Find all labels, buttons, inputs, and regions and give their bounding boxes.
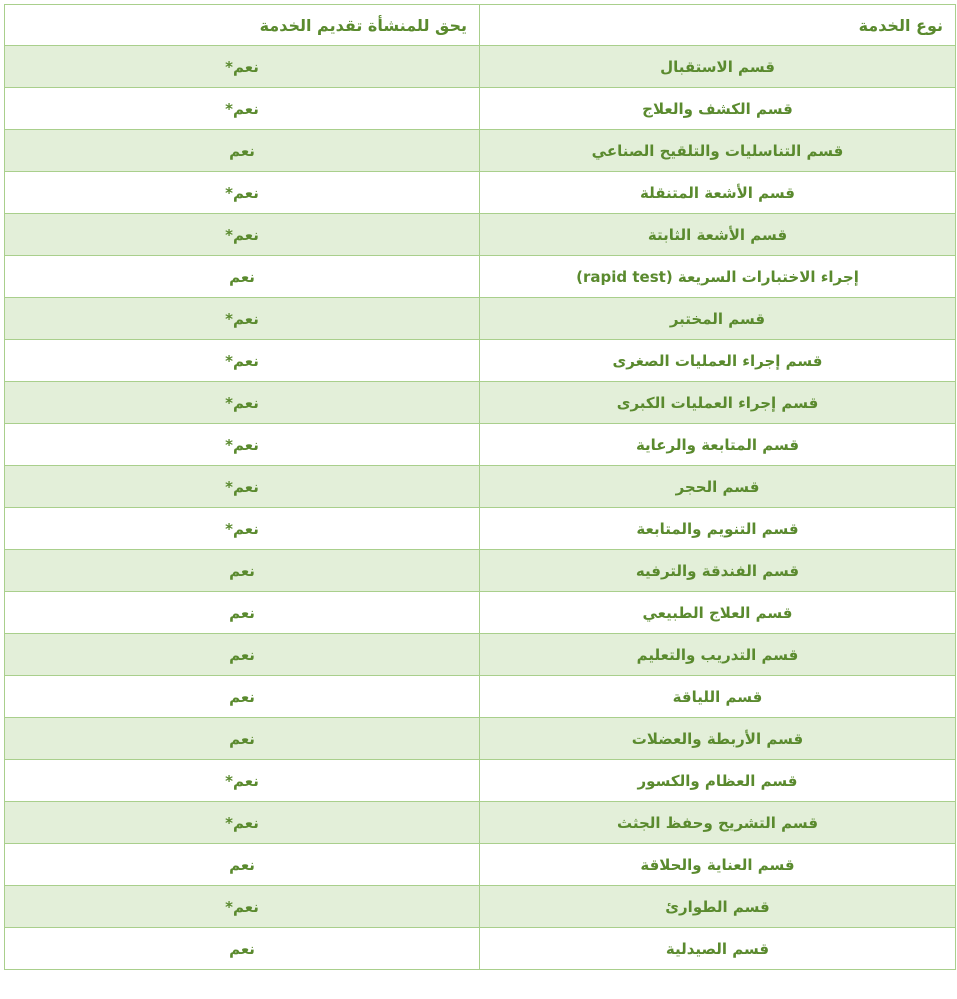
service-name-cell: قسم إجراء العمليات الكبرى: [480, 382, 956, 424]
entitlement-value-cell: [5, 886, 480, 928]
service-name-cell: قسم العلاج الطبيعي: [480, 592, 956, 634]
table-row: [5, 592, 956, 634]
entitlement-value-cell: [5, 424, 480, 466]
service-name-cell: قسم الطوارئ: [480, 886, 956, 928]
service-name-cell: قسم اللياقة: [480, 676, 956, 718]
table-row: [5, 802, 956, 844]
service-name-cell: قسم المتابعة والرعاية: [480, 424, 956, 466]
entitlement-value: نعم*: [225, 225, 259, 244]
entitlement-value-cell: [5, 802, 480, 844]
service-name-cell: قسم الأشعة المتنقلة: [480, 172, 956, 214]
entitlement-value-cell: [5, 88, 480, 130]
service-name-cell: قسم الأربطة والعضلات: [480, 718, 956, 760]
header-service-type: نوع الخدمة: [480, 5, 956, 46]
entitlement-value-cell: [5, 172, 480, 214]
service-name-cell: قسم العظام والكسور: [480, 760, 956, 802]
entitlement-value: نعم*: [225, 351, 259, 370]
service-name-cell: قسم المختبر: [480, 298, 956, 340]
entitlement-value-cell: [5, 382, 480, 424]
entitlement-value-cell: [5, 928, 480, 970]
entitlement-value: نعم: [229, 687, 255, 706]
table-row: [5, 46, 956, 88]
table-row: [5, 886, 956, 928]
entitlement-value-cell: [5, 130, 480, 172]
table-row: [5, 928, 956, 970]
entitlement-value-cell: [5, 844, 480, 886]
service-name-cell: قسم العناية والحلاقة: [480, 844, 956, 886]
entitlement-value: نعم: [229, 855, 255, 874]
entitlement-value: نعم*: [225, 183, 259, 202]
table-body: [5, 46, 956, 970]
entitlement-value: نعم*: [225, 435, 259, 454]
entitlement-value-cell: [5, 592, 480, 634]
table-row: [5, 424, 956, 466]
entitlement-value-cell: [5, 340, 480, 382]
entitlement-value: نعم: [229, 603, 255, 622]
table-row: [5, 382, 956, 424]
table-row: [5, 550, 956, 592]
entitlement-value: نعم: [229, 561, 255, 580]
table-row: [5, 634, 956, 676]
service-name-cell: قسم التشريح وحفظ الجثث: [480, 802, 956, 844]
entitlement-value: نعم*: [225, 897, 259, 916]
table-row: [5, 844, 956, 886]
services-table: [4, 4, 956, 970]
entitlement-value: نعم: [229, 729, 255, 748]
service-name-cell: قسم الأشعة الثابتة: [480, 214, 956, 256]
entitlement-value: نعم: [229, 267, 255, 286]
table-header-row: [5, 5, 956, 46]
service-name-cell: قسم التنويم والمتابعة: [480, 508, 956, 550]
table-row: [5, 340, 956, 382]
entitlement-value-cell: [5, 256, 480, 298]
table-row: [5, 256, 956, 298]
table-row: [5, 88, 956, 130]
entitlement-value: نعم*: [225, 57, 259, 76]
service-name-cell: قسم الفندقة والترفيه: [480, 550, 956, 592]
service-name-cell: قسم التناسليات والتلقيح الصناعي: [480, 130, 956, 172]
entitlement-value: نعم*: [225, 393, 259, 412]
table-row: [5, 130, 956, 172]
services-table-container: [4, 4, 955, 970]
entitlement-value: نعم*: [225, 813, 259, 832]
table-row: [5, 466, 956, 508]
table-row: [5, 676, 956, 718]
table-row: [5, 172, 956, 214]
entitlement-value-cell: [5, 550, 480, 592]
entitlement-value: نعم*: [225, 309, 259, 328]
entitlement-value-cell: [5, 508, 480, 550]
entitlement-value-cell: [5, 298, 480, 340]
table-row: [5, 508, 956, 550]
table-row: [5, 214, 956, 256]
service-name-cell: قسم الحجر: [480, 466, 956, 508]
entitlement-value: نعم: [229, 141, 255, 160]
entitlement-value: نعم*: [225, 771, 259, 790]
service-name-cell: إجراء الاختبارات السريعة (rapid test): [480, 256, 956, 298]
entitlement-value: نعم: [229, 645, 255, 664]
entitlement-value-cell: [5, 214, 480, 256]
entitlement-value-cell: [5, 760, 480, 802]
service-name-cell: قسم إجراء العمليات الصغرى: [480, 340, 956, 382]
service-name-cell: قسم الكشف والعلاج: [480, 88, 956, 130]
entitlement-value-cell: [5, 634, 480, 676]
entitlement-value-cell: [5, 718, 480, 760]
table-row: [5, 760, 956, 802]
table-row: [5, 298, 956, 340]
service-name-cell: قسم الصيدلية: [480, 928, 956, 970]
entitlement-value: نعم*: [225, 477, 259, 496]
entitlement-value: نعم*: [225, 519, 259, 538]
table-row: [5, 718, 956, 760]
entitlement-value: نعم*: [225, 99, 259, 118]
entitlement-value-cell: [5, 466, 480, 508]
service-name-cell: قسم التدريب والتعليم: [480, 634, 956, 676]
entitlement-value-cell: [5, 46, 480, 88]
entitlement-value-cell: [5, 676, 480, 718]
header-entitlement: يحق للمنشأة تقديم الخدمة: [5, 5, 480, 46]
entitlement-value: نعم: [229, 939, 255, 958]
service-name-cell: قسم الاستقبال: [480, 46, 956, 88]
